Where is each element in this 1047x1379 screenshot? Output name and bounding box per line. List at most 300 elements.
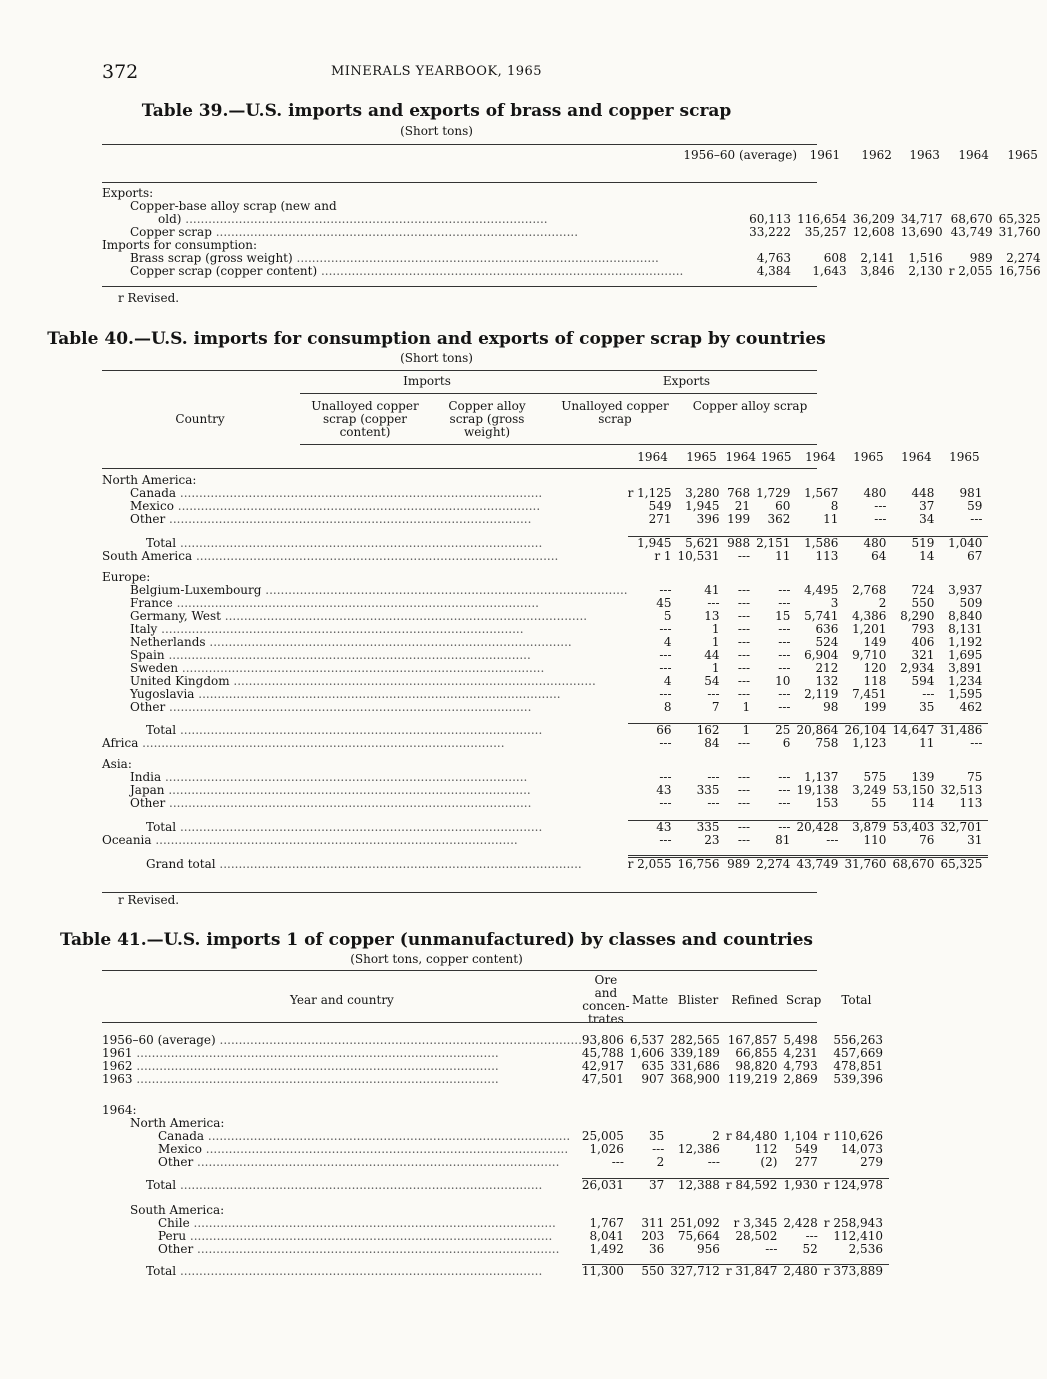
table-39	[102, 149, 1047, 278]
table-cell: 2,428	[783, 1215, 818, 1230]
table-cell: ---	[778, 660, 791, 675]
table-cell: 10	[775, 673, 791, 688]
table-cell: 16,756	[678, 857, 726, 872]
table-cell: 3,280	[685, 486, 720, 500]
table-cell: 44	[704, 647, 720, 662]
table-cell: 282,565	[670, 1033, 720, 1047]
table-cell: ---	[737, 660, 751, 675]
column-header: Blister	[677, 992, 719, 1007]
row-label: Total .....	[102, 1178, 582, 1192]
year-header: 1964	[901, 450, 932, 464]
table-row	[102, 1073, 889, 1086]
table-cell: 1,767	[589, 1215, 624, 1230]
row-label: France .....	[102, 597, 628, 610]
table-cell: ---	[726, 820, 757, 834]
table-cell: 1,201	[852, 621, 887, 636]
spacer-row	[102, 1192, 889, 1204]
table-cell: 793	[911, 621, 935, 636]
row-label: Brass scrap (gross weight) .....	[102, 252, 683, 265]
table-cell: 1	[711, 634, 720, 649]
table-cell: 93,806	[581, 1033, 624, 1047]
row-label: 1961 .....	[102, 1047, 582, 1060]
row-label: Peru .....	[102, 1230, 582, 1243]
table-cell: 15	[775, 608, 791, 623]
table-cell: 98	[823, 699, 839, 714]
table-cell: 1,516	[908, 251, 943, 265]
table-cell: ---	[652, 1142, 665, 1156]
table-cell	[628, 571, 678, 584]
table-cell: ---	[737, 548, 751, 563]
table-cell: 1,567	[804, 486, 839, 500]
table-cell	[783, 1204, 823, 1217]
table-cell	[756, 758, 796, 771]
column-header: 1962	[861, 148, 892, 162]
table-cell: r 84,480	[725, 1129, 778, 1143]
table-cell: 1,945	[685, 499, 720, 513]
row-label: United Kingdom .....	[102, 675, 628, 688]
table-cell: 2	[712, 1129, 720, 1143]
row-label: Asia:	[102, 757, 132, 771]
table-cell: r 373,889	[824, 1265, 889, 1279]
table-row	[102, 610, 988, 623]
table-40-title: Table 40.—U.S. imports for consumption and exports of copper scrap by countries	[47, 329, 826, 349]
table-cell: 139	[911, 770, 935, 784]
table-cell: r 3,345	[733, 1215, 778, 1230]
table-cell: 3,891	[948, 660, 983, 675]
table-cell: ---	[737, 647, 751, 662]
table-cell: ---	[659, 770, 672, 784]
table-cell: 34	[919, 512, 935, 526]
table-cell: 480	[844, 536, 892, 550]
row-label: Sweden .....	[102, 662, 628, 675]
table-cell: 31,760	[844, 857, 892, 872]
group-header: Copper alloy scrap	[692, 399, 808, 413]
table-row	[102, 265, 1047, 278]
row-label: Other .....	[102, 701, 628, 714]
table-cell: 4	[663, 634, 672, 649]
table-cell: 116,654	[797, 212, 847, 226]
table-cell: r 258,943	[823, 1215, 883, 1230]
table-cell: ---	[778, 595, 791, 610]
table-cell: 26,031	[582, 1178, 630, 1192]
table-41	[102, 974, 889, 1278]
table-cell: 81	[775, 832, 791, 847]
table-cell: 339,189	[670, 1046, 720, 1060]
table-cell	[582, 1204, 630, 1217]
row-label: Exports:	[102, 186, 154, 200]
table-cell: 68,670	[892, 857, 940, 872]
table-cell: 2,869	[783, 1072, 818, 1086]
row-label: North America:	[130, 1116, 225, 1130]
table-cell: 19,138	[796, 783, 839, 797]
table-cell: 153	[815, 796, 839, 810]
spacer-row	[102, 1086, 889, 1104]
row-label: Copper scrap (copper content) .....	[102, 265, 683, 278]
table-row	[102, 1265, 889, 1279]
table-cell: 20,864	[796, 724, 844, 738]
table-cell: 480	[863, 486, 887, 500]
table-cell: 478,851	[833, 1059, 883, 1073]
table-cell: 1,643	[812, 264, 847, 278]
table-cell: 3,879	[844, 820, 892, 834]
table-row	[102, 662, 988, 675]
table-cell: 16,756	[998, 264, 1041, 278]
table-cell: 12,386	[677, 1142, 720, 1156]
table-cell: 1,104	[783, 1129, 818, 1143]
table-cell: 13	[704, 608, 720, 623]
table-cell	[844, 571, 892, 584]
table-cell: 327,712	[670, 1265, 726, 1279]
row-label: Canada .....	[102, 1130, 582, 1143]
table-cell: 2,274	[1006, 251, 1041, 265]
table-cell: 335	[678, 820, 726, 834]
column-header: 1964	[958, 148, 989, 162]
table-cell: 59	[967, 499, 983, 513]
row-label: Belgium-Luxembourg .....	[102, 584, 628, 597]
table-row	[102, 1204, 889, 1217]
table-cell: 988	[726, 536, 757, 550]
row-label: North America:	[102, 473, 197, 487]
table-cell: ---	[707, 770, 720, 784]
table-cell: ---	[737, 770, 751, 784]
table-cell: 1,595	[948, 686, 983, 701]
table-cell: ---	[707, 1155, 720, 1169]
table-cell: ---	[778, 621, 791, 636]
table-cell: 23	[704, 832, 720, 847]
table-cell: 6	[782, 736, 791, 750]
table-cell: 549	[648, 499, 672, 513]
table-cell: 112	[754, 1142, 778, 1156]
year-header: 1965	[760, 450, 792, 464]
table-cell	[726, 571, 757, 584]
row-label: Other .....	[102, 513, 628, 526]
row-label: 1962 .....	[102, 1060, 582, 1073]
table-cell: 1,586	[796, 536, 844, 550]
table-cell: 1,234	[948, 673, 983, 688]
table-row	[102, 1156, 889, 1169]
table-cell: ---	[659, 621, 672, 636]
year-header: 1964	[725, 450, 757, 464]
column-header: 1956–60 (average)	[683, 148, 798, 162]
table-cell: 457,669	[833, 1046, 883, 1060]
table-cell: 279	[860, 1155, 883, 1169]
table-cell: 8,131	[948, 621, 983, 636]
table-cell: 1	[726, 724, 757, 738]
spacer-row	[102, 526, 988, 536]
column-header: Ore and concen-trates	[582, 973, 630, 1026]
year-header: 1964	[805, 450, 836, 464]
table-cell: 575	[863, 770, 887, 784]
column-header: 1965	[1007, 148, 1038, 162]
table-cell: 53,150	[892, 783, 935, 797]
table-cell: 1,930	[783, 1178, 823, 1192]
table-cell: 199	[727, 512, 751, 526]
table-39-header	[102, 149, 1047, 179]
spacer-row	[102, 714, 988, 724]
table-cell: ---	[737, 832, 751, 847]
table-cell: 981	[959, 486, 983, 500]
table-40-bottom-rule	[102, 892, 817, 893]
table-cell: 2,130	[908, 264, 943, 278]
table-cell: 75,664	[677, 1228, 720, 1243]
table-cell: 67	[967, 548, 983, 563]
table-cell: r 124,978	[824, 1178, 889, 1192]
table-cell: 956	[696, 1241, 720, 1256]
table-cell: 21	[734, 499, 751, 513]
table-row	[102, 571, 988, 584]
table-41-units: (Short tons, copper content)	[350, 952, 523, 966]
table-cell: 8,290	[900, 608, 935, 623]
column-header: 1963	[909, 148, 940, 162]
column-header: 1961	[809, 148, 841, 162]
table-cell: 65,325	[940, 857, 988, 872]
row-label: South America:	[130, 1202, 225, 1217]
table-cell	[783, 1104, 823, 1117]
table-cell	[683, 187, 797, 200]
row-label: Copper scrap .....	[102, 226, 683, 239]
table-cell: 2,119	[804, 686, 839, 701]
table-cell: 2	[656, 1155, 665, 1169]
table-cell: 167,857	[727, 1033, 778, 1047]
table-cell: 35	[919, 699, 935, 714]
table-cell: ---	[737, 582, 751, 597]
column-header: Scrap	[785, 992, 822, 1007]
table-cell: ---	[737, 686, 751, 701]
table-cell: 724	[911, 582, 935, 597]
table-cell: ---	[922, 686, 935, 701]
row-label: Other .....	[102, 797, 628, 810]
table-row	[102, 1217, 889, 1230]
table-row	[102, 597, 988, 610]
table-cell: 7,451	[852, 686, 887, 701]
row-label: India .....	[102, 771, 628, 784]
row-label: Other .....	[102, 1243, 582, 1256]
year-header: 1965	[853, 450, 884, 464]
table-cell: 2,536	[848, 1241, 883, 1256]
row-label: 1963 .....	[102, 1073, 582, 1086]
table-cell: 362	[767, 512, 791, 526]
imports-exports-rule	[300, 393, 817, 394]
table-cell: ---	[737, 634, 751, 649]
table-row	[102, 724, 988, 738]
table-cell: 989	[969, 251, 993, 265]
table-cell: 60	[775, 499, 791, 513]
row-label: South America .....	[102, 550, 628, 563]
table-cell: 768	[727, 486, 751, 500]
table-cell: 113	[815, 548, 839, 563]
table-cell: 31,760	[998, 225, 1041, 239]
table-cell: 31,486	[940, 724, 988, 738]
year-header: 1965	[686, 450, 717, 464]
table-cell: ---	[659, 736, 672, 750]
spacer-row	[102, 563, 988, 571]
table-39-bottom-rule	[102, 286, 817, 287]
table-cell: 509	[959, 595, 983, 610]
table-cell: 1	[742, 699, 751, 714]
table-cell: 549	[794, 1142, 818, 1156]
table-40-header-rule	[102, 468, 817, 469]
table-cell: 14,647	[892, 724, 940, 738]
table-cell: 32,513	[940, 783, 983, 797]
row-label: Netherlands .....	[102, 636, 628, 649]
column-header: Total	[841, 992, 872, 1007]
table-cell: 2	[878, 595, 887, 610]
table-cell: 11,300	[582, 1265, 630, 1279]
table-cell: 331,686	[670, 1059, 720, 1073]
table-cell: ---	[778, 634, 791, 649]
table-cell: 68,670	[950, 212, 993, 226]
table-cell: 6,904	[804, 647, 839, 662]
table-cell: 28,502	[735, 1228, 778, 1243]
table-cell: 12,388	[670, 1178, 726, 1192]
group-header: Unalloyed copper scrap (copper content)	[311, 399, 419, 439]
row-label: Italy .....	[102, 623, 628, 636]
table-cell: 55	[871, 796, 887, 810]
row-label: Europe:	[102, 569, 151, 584]
row-label: Yugoslavia .....	[102, 688, 628, 701]
table-cell: ---	[778, 582, 791, 597]
table-cell: 20,428	[796, 820, 844, 834]
table-cell: 3,846	[860, 264, 895, 278]
table-cell	[670, 1204, 726, 1217]
table-cell: 448	[911, 486, 935, 500]
table-cell: 1	[711, 660, 720, 675]
table-cell: 25	[756, 724, 796, 738]
table-cell: 396	[696, 512, 720, 526]
table-cell	[824, 1204, 889, 1217]
table-row	[102, 513, 988, 526]
spacer-row	[102, 179, 1047, 187]
table-cell: 54	[704, 673, 720, 688]
table-cell: 907	[641, 1072, 665, 1086]
spacer-row	[102, 1169, 889, 1178]
table-cell: 635	[641, 1059, 665, 1073]
table-cell: 1,137	[804, 770, 839, 784]
table-row	[102, 737, 988, 750]
table-cell	[756, 571, 796, 584]
table-cell: 8,840	[948, 608, 983, 623]
table-cell: 1,192	[948, 634, 983, 649]
table-cell: ---	[737, 595, 751, 610]
table-cell: 5,741	[804, 608, 839, 623]
table-cell: 311	[641, 1215, 665, 1230]
table-cell: 2,480	[783, 1265, 823, 1279]
table-cell: 1,026	[589, 1142, 624, 1156]
table-cell: ---	[707, 595, 720, 610]
table-41-header-rule	[102, 1022, 817, 1023]
table-cell: r 1	[654, 548, 672, 563]
table-row	[102, 820, 988, 834]
year-header-row	[102, 449, 988, 466]
table-cell: 98,820	[735, 1059, 778, 1073]
table-cell: 14,073	[840, 1142, 883, 1156]
row-label: 1964:	[102, 1103, 137, 1117]
table-cell: 34,717	[900, 212, 943, 226]
table-cell: 132	[815, 673, 839, 688]
table-row	[102, 701, 988, 714]
table-cell: ---	[778, 699, 791, 714]
table-cell: 11	[775, 548, 791, 563]
row-label: Japan .....	[102, 784, 628, 797]
row-label: Mexico .....	[102, 1143, 582, 1156]
table-cell: 66	[628, 724, 678, 738]
table-cell: 3,249	[852, 783, 887, 797]
table-cell	[670, 1104, 726, 1117]
table-cell: 2,274	[756, 857, 796, 872]
table-cell: ---	[778, 647, 791, 662]
table-cell: 35	[648, 1129, 665, 1143]
table-cell: 4,231	[783, 1046, 818, 1060]
table-cell: ---	[756, 820, 796, 834]
table-cell: 36	[648, 1241, 665, 1256]
table-cell: 6,537	[629, 1033, 665, 1047]
spacer-row	[102, 750, 988, 758]
table-row	[102, 675, 988, 688]
table-cell: 1,945	[628, 536, 678, 550]
table-cell	[940, 571, 988, 584]
row-label: Imports for consumption:	[102, 238, 258, 252]
table-cell: 3	[830, 595, 839, 610]
column-header: Refined	[731, 992, 778, 1007]
table-39-footnote: r Revised.	[118, 291, 180, 305]
table-cell: 462	[959, 699, 983, 714]
table-cell: ---	[778, 796, 791, 810]
running-title: MINERALS YEARBOOK, 1965	[330, 64, 543, 79]
table-cell: 75	[967, 770, 983, 784]
spacer-row	[102, 847, 988, 857]
table-cell: 5,621	[678, 536, 726, 550]
row-label: Other .....	[102, 1156, 582, 1169]
table-cell: ---	[778, 783, 791, 797]
table-cell: 8	[830, 499, 839, 513]
row-label: Germany, West .....	[102, 610, 628, 623]
table-cell	[726, 1104, 784, 1117]
table-cell: 4,793	[783, 1059, 818, 1073]
row-label: Chile .....	[102, 1217, 582, 1230]
exports-header: Exports	[662, 374, 711, 388]
table-cell: 37	[630, 1178, 670, 1192]
table-cell: 33,222	[749, 225, 792, 239]
row-label: Total .....	[102, 536, 628, 550]
table-cell	[999, 187, 1047, 200]
table-cell	[630, 1104, 670, 1117]
table-cell: 43	[656, 783, 672, 797]
table-row	[102, 1230, 889, 1243]
table-cell: 53,403	[892, 820, 940, 834]
table-cell: 26,104	[844, 724, 892, 738]
table-cell: 8,041	[589, 1228, 624, 1243]
table-cell: 335	[696, 783, 720, 797]
table-cell: 556,263	[833, 1033, 883, 1047]
table-39-header-rule	[102, 182, 817, 183]
table-cell: 1,729	[756, 486, 791, 500]
table-40-footnote: r Revised.	[118, 893, 180, 907]
year-header: 1965	[949, 450, 980, 464]
table-cell: ---	[611, 1155, 624, 1169]
table-cell: 114	[911, 796, 935, 810]
table-cell: ---	[659, 660, 672, 675]
table-cell: 550	[630, 1265, 670, 1279]
table-cell: 1,695	[948, 647, 983, 662]
table-cell: 4,386	[852, 608, 887, 623]
table-cell: ---	[805, 1228, 818, 1243]
table-cell: ---	[826, 832, 839, 847]
table-cell: 608	[823, 251, 847, 265]
table-cell: 7	[711, 699, 720, 714]
table-cell: 10,531	[677, 548, 720, 563]
row-label: Total .....	[102, 820, 628, 834]
table-cell: ---	[874, 512, 887, 526]
